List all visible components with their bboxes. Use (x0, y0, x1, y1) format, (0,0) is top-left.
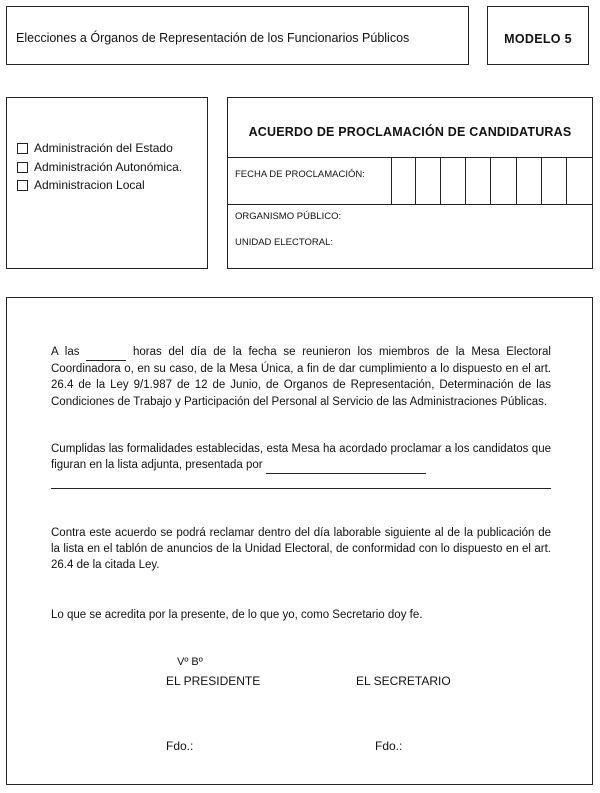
date-cell[interactable] (541, 157, 542, 204)
admin-option-label: Administración Autonómica. (34, 160, 183, 174)
acuerdo-box (227, 97, 593, 269)
paragraph-meeting (51, 344, 551, 410)
paragraph-proclamation (51, 441, 551, 474)
date-cell[interactable] (440, 157, 441, 204)
admin-option-estado[interactable] (17, 141, 173, 155)
fdo-secretario: Fdo.: (375, 739, 403, 753)
paragraph-claim (51, 525, 551, 574)
paragraph-text: Lo que se acredita por la presente, de lo que yo, como Secretario doy fe. (51, 609, 423, 621)
admin-option-local[interactable] (17, 178, 145, 192)
divider (228, 204, 592, 205)
checkbox-local[interactable] (17, 180, 28, 191)
paragraph-text: Cumplidas las formalidades establecidas, esta Mesa ha acordado proclamar a los candidatos que figuran en la lista adjunta, presentada por (51, 443, 551, 472)
date-cell[interactable] (391, 157, 392, 204)
admin-option-autonomica[interactable] (17, 160, 182, 174)
date-cell[interactable] (465, 157, 466, 204)
modelo-label: MODELO 5 (504, 32, 572, 46)
checkbox-autonomica[interactable] (17, 162, 28, 173)
acuerdo-title: ACUERDO DE PROCLAMACIÓN DE CANDIDATURAS (248, 125, 572, 139)
paragraph-attestation (51, 607, 551, 623)
visto-bueno: Vº Bº (177, 656, 203, 668)
date-cell[interactable] (415, 157, 416, 204)
date-cell[interactable] (490, 157, 491, 204)
admin-option-label: Administración del Estado (34, 141, 173, 155)
form-title: Elecciones a Órganos de Representación de los Funcionarios Públicos (16, 31, 410, 45)
unidad-label: UNIDAD ELECTORAL: (235, 237, 334, 248)
organismo-label: ORGANISMO PÚBLICO: (235, 211, 342, 222)
paragraph-text: Contra este acuerdo se podrá reclamar dentro del día laborable siguiente al de la publicación de la lista en el tablón de anuncios de la Unidad Electoral, de conformidad con lo dispuesto en el art. 26.4 de la citada Ley. (51, 527, 551, 572)
hours-blank[interactable] (86, 344, 126, 361)
presented-by-blank[interactable] (266, 457, 426, 474)
date-cell[interactable] (566, 157, 567, 204)
secretario-label: EL SECRETARIO (356, 674, 451, 688)
date-cell[interactable] (516, 157, 517, 204)
presented-by-continuation-line[interactable] (51, 488, 551, 489)
fecha-label: FECHA DE PROCLAMACIÓN: (235, 169, 365, 180)
acta-body-box (6, 297, 593, 785)
administration-box (6, 97, 208, 269)
paragraph-text: horas del día de la fecha se reunieron los miembros de la Mesa Electoral Coordinadora o, en su caso, de la Mesa Única, a fin de dar cumplimiento a lo dispuesto en el art. 26.4 de la Ley 9/1.987 de 12 de Junio, de Organos de Representación, Determinación de las Condiciones de Trabajo y Participación del Personal al Servicio de las Administraciones Públicas. (51, 346, 551, 408)
paragraph-text: A las (51, 346, 80, 358)
form-title-box (6, 6, 469, 65)
checkbox-estado[interactable] (17, 143, 28, 154)
presidente-label: EL PRESIDENTE (166, 674, 261, 688)
modelo-box (487, 6, 589, 65)
admin-option-label: Administracion Local (34, 178, 145, 192)
divider (228, 157, 592, 158)
fdo-presidente: Fdo.: (166, 739, 194, 753)
